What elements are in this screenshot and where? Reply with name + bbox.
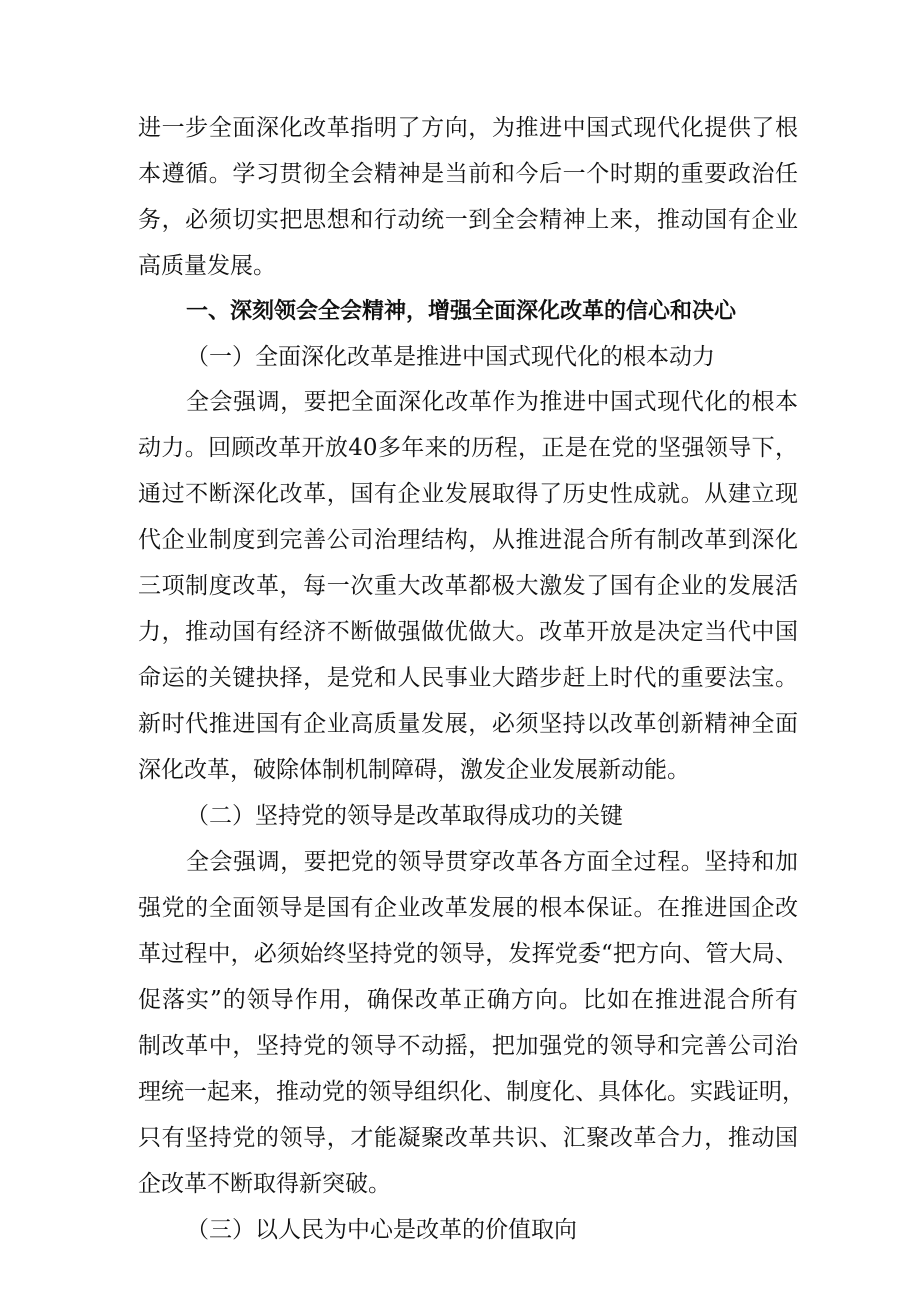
body-paragraph-line: 全会强调，要把全面深化改革作为推进中国式现代化的根本	[186, 389, 798, 415]
intro-paragraph-line: 进一步全面深化改革指明了方向，为推进中国式现代化提供了根	[138, 115, 798, 141]
subsection-heading: （一）全面深化改革是推进中国式现代化的根本动力	[186, 344, 715, 370]
body-paragraph-line: 强党的全面领导是国有企业改革发展的根本保证。在推进国企改	[138, 895, 798, 921]
body-paragraph-line: 只有坚持党的领导，才能凝聚改革共识、汇聚改革合力，推动国	[138, 1125, 798, 1151]
body-paragraph-line: 全会强调，要把党的领导贯穿改革各方面全过程。坚持和加	[186, 849, 798, 875]
intro-paragraph-line: 务，必须切实把思想和行动统一到全会精神上来，推动国有企业	[138, 207, 798, 233]
intro-paragraph-line: 本遵循。学习贯彻全会精神是当前和今后一个时期的重要政治任	[138, 161, 798, 187]
subsection-heading: （二）坚持党的领导是改革取得成功的关键	[186, 803, 623, 829]
body-paragraph-line: 命运的关键抉择，是党和人民事业大踏步赶上时代的重要法宝。	[138, 665, 798, 691]
body-paragraph-line: 三项制度改革，每一次重大改革都极大激发了国有企业的发展活	[138, 573, 798, 599]
body-paragraph-line: 促落实”的领导作用，确保改革正确方向。比如在推进混合所有	[138, 987, 798, 1013]
body-paragraph-line: 代企业制度到完善公司治理结构，从推进混合所有制改革到深化	[138, 527, 798, 553]
subsection-heading: （三）以人民为中心是改革的价值取向	[186, 1217, 577, 1243]
body-paragraph-line: 通过不断深化改革，国有企业发展取得了历史性成就。从建立现	[138, 481, 798, 507]
body-paragraph-line: 力，推动国有经济不断做强做优做大。改革开放是决定当代中国	[138, 619, 798, 645]
body-paragraph-line: 深化改革，破除体制机制障碍，激发企业发展新动能。	[138, 757, 690, 783]
body-paragraph-line: 理统一起来，推动党的领导组织化、制度化、具体化。实践证明，	[138, 1079, 805, 1105]
section-heading: 一、深刻领会全会精神，增强全面深化改革的信心和决心	[186, 299, 737, 324]
intro-paragraph-line: 高质量发展。	[138, 253, 276, 279]
body-paragraph-line: 动力。回顾改革开放40多年来的历程，正是在党的坚强领导下，	[138, 435, 798, 461]
body-paragraph-line: 新时代推进国有企业高质量发展，必须坚持以改革创新精神全面	[138, 711, 798, 737]
body-paragraph-line: 企改革不断取得新突破。	[138, 1171, 391, 1197]
body-paragraph-line: 制改革中，坚持党的领导不动摇，把加强党的领导和完善公司治	[138, 1033, 798, 1059]
body-paragraph-line: 革过程中，必须始终坚持党的领导，发挥党委“把方向、管大局、	[138, 941, 798, 967]
